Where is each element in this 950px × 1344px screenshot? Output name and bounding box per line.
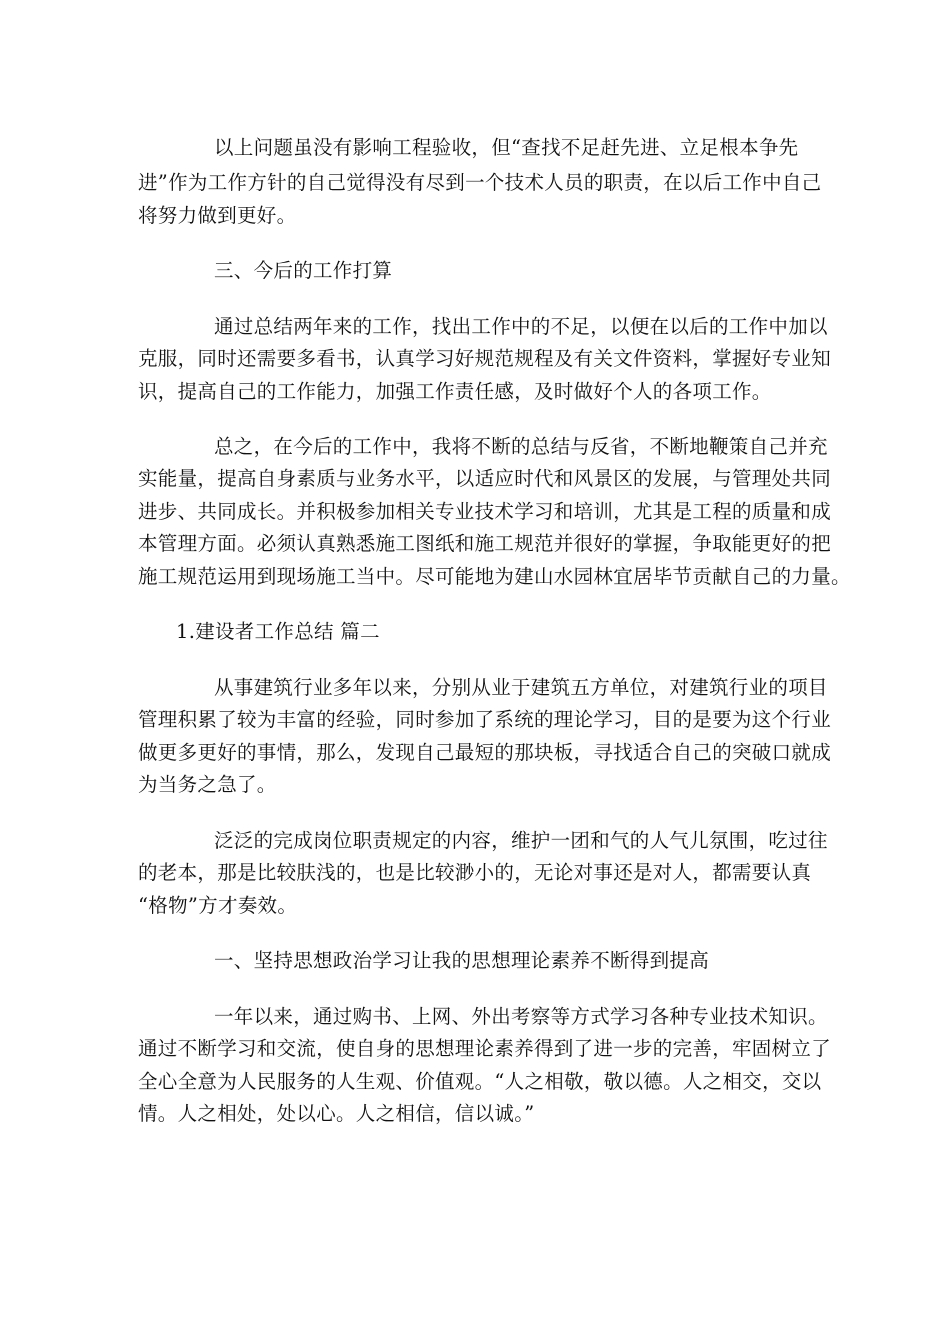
paragraph-3-line-2: 实能量，提高自身素质与业务水平，以适应时代和风景区的发展，与管理处共同	[138, 467, 832, 490]
article-heading-part-two: 1.建设者工作总结 篇二	[176, 620, 380, 643]
section-heading-future-plan: 三、今后的工作打算	[214, 259, 393, 282]
paragraph-3-line-1: 总之，在今后的工作中，我将不断的总结与反省，不断地鞭策自己并充	[214, 435, 828, 458]
paragraph-4-line-2: 管理积累了较为丰富的经验，同时参加了系统的理论学习，目的是要为这个行业	[138, 708, 832, 731]
paragraph-3-line-3: 进步、共同成长。并积极参加相关专业技术学习和培训，尤其是工程的质量和成	[138, 500, 832, 523]
paragraph-4-line-1: 从事建筑行业多年以来，分别从业于建筑五方单位，对建筑行业的项目	[214, 676, 828, 699]
paragraph-5-line-1: 泛泛的完成岗位职责规定的内容，维护一团和气的人气儿氛围，吃过往	[214, 829, 828, 852]
paragraph-5-line-3: “格物”方才奏效。	[138, 894, 298, 917]
paragraph-2-line-3: 识，提高自己的工作能力，加强工作责任感，及时做好个人的各项工作。	[138, 380, 772, 403]
section-heading-political-study: 一、坚持思想政治学习让我的思想理论素养不断得到提高	[214, 949, 710, 972]
paragraph-3-line-4: 本管理方面。必须认真熟悉施工图纸和施工规范并很好的掌握，争取能更好的把	[138, 532, 832, 555]
paragraph-1-line-3: 将努力做到更好。	[138, 204, 297, 227]
paragraph-6-line-1: 一年以来，通过购书、上网、外出考察等方式学习各种专业技术知识。	[214, 1005, 828, 1028]
paragraph-5-line-2: 的老本，那是比较肤浅的，也是比较渺小的，无论对事还是对人，都需要认真	[138, 861, 812, 884]
paragraph-4-line-3: 做更多更好的事情，那么，发现自己最短的那块板，寻找适合自己的突破口就成	[138, 741, 832, 764]
paragraph-6-line-2: 通过不断学习和交流，使自身的思想理论素养得到了进一步的完善，牢固树立了	[138, 1037, 832, 1060]
paragraph-2-line-2: 克服，同时还需要多看书，认真学习好规范规程及有关文件资料，掌握好专业知	[138, 347, 832, 370]
paragraph-2-line-1: 通过总结两年来的工作，找出工作中的不足，以便在以后的工作中加以	[214, 315, 828, 338]
paragraph-1-line-1: 以上问题虽没有影响工程验收，但“查找不足赶先进、立足根本争先	[214, 136, 799, 159]
paragraph-3-line-5: 施工规范运用到现场施工当中。尽可能地为建山水园林宜居毕节贡献自己的力量。	[138, 565, 851, 588]
paragraph-6-line-3: 全心全意为人民服务的人生观、价值观。“人之相敬，敬以德。人之相交，交以	[138, 1070, 822, 1093]
paragraph-4-line-4: 为当务之急了。	[138, 773, 277, 796]
paragraph-1-line-2: 进”作为工作方针的自己觉得没有尽到一个技术人员的职责，在以后工作中自己	[138, 171, 822, 194]
paragraph-6-line-4: 情。人之相处，处以心。人之相信，信以诚。”	[138, 1102, 535, 1125]
